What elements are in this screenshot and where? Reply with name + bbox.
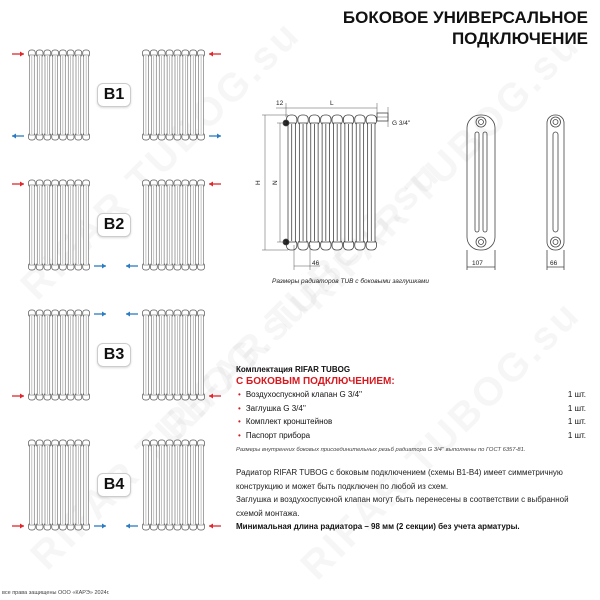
- radiator-right: [143, 440, 205, 530]
- page-title: [343, 7, 588, 49]
- title-line-2: ПОДКЛЮЧЕНИЕ: [451, 29, 588, 48]
- description-p2: Заглушка и воздухоспускной клапан могут быть перенесены в соответствии с выбранной схемой монтажа.: [236, 495, 569, 518]
- radiator-left: [29, 180, 90, 270]
- description-p3: Минимальная длина радиатора – 98 мм (2 секции) без учета арматуры.: [236, 522, 520, 531]
- radiator-left: [29, 310, 90, 400]
- side-view-107: [467, 115, 495, 270]
- kit-item: [236, 429, 586, 443]
- dim-thread: G 3/4'': [392, 120, 411, 127]
- bullet-icon: •: [238, 390, 241, 399]
- dim-N: N: [272, 180, 279, 185]
- kit-item-label: Комплект кронштейнов: [245, 417, 333, 426]
- kit-item-qty: 1 шт.: [567, 390, 586, 399]
- front-view: [283, 113, 388, 250]
- kit-item-qty: 1 шт.: [567, 403, 586, 413]
- description: [236, 466, 586, 534]
- kit-item-name: [238, 415, 332, 429]
- kit-item-qty: 1 шт.: [567, 430, 586, 440]
- kit-note: Размеры внутренних боковых присоединительных резьб радиатора G 3/4'' выполнены по ГОСТ 6357-81.: [236, 447, 526, 453]
- kit-item-qty: 1 шт.: [567, 417, 586, 426]
- bullet-icon: •: [238, 403, 241, 413]
- radiator-right: [143, 180, 205, 270]
- radiator-right: [143, 50, 205, 140]
- radiator-left: [29, 440, 90, 530]
- radiator-right: [143, 310, 205, 400]
- kit-subheading: С БОКОВЫМ ПОДКЛЮЧЕНИЕМ:: [236, 376, 395, 387]
- kit-item-name: [238, 429, 310, 443]
- description-p1: Радиатор RIFAR TUBOG с боковым подключением (схемы В1-В4) имеет симметричную конструкцию и может быть подключен по любой из схем.: [236, 468, 563, 491]
- kit-item-label: Воздухоспускной клапан G 3/4'': [245, 390, 363, 399]
- kit-item: [236, 402, 586, 416]
- dim-46: 46: [312, 260, 320, 267]
- kit-item-name: [238, 402, 306, 416]
- kit-contents: [236, 365, 586, 453]
- kit-item-name: [238, 388, 362, 402]
- title-line-1: БОКОВОЕ УНИВЕРСАЛЬНОЕ: [342, 8, 588, 27]
- kit-item-label: Заглушка G 3/4'': [245, 403, 306, 413]
- drawing-caption: Размеры радиаторов TUB с боковыми заглушками: [272, 278, 430, 285]
- scheme-label-B4: B4: [97, 473, 131, 497]
- kit-item-label: Паспорт прибора: [245, 430, 311, 440]
- side-view-66: [547, 115, 564, 270]
- bullet-icon: •: [238, 417, 241, 426]
- dim-66: 66: [550, 260, 558, 267]
- bullet-icon: •: [238, 430, 241, 440]
- dimension-drawing: [250, 95, 600, 295]
- scheme-label-B3: B3: [97, 343, 131, 367]
- kit-heading: Комплектация RIFAR TUBOG: [236, 365, 351, 374]
- dim-H: H: [255, 180, 262, 185]
- dim-107: 107: [472, 260, 483, 267]
- kit-list: [236, 388, 586, 442]
- radiator-left: [29, 50, 90, 140]
- kit-item: [236, 415, 586, 429]
- dim-12: 12: [276, 100, 284, 107]
- copyright: все права защищены ООО «КАРЭ» 2024г.: [2, 590, 110, 596]
- scheme-label-B1: B1: [97, 83, 131, 107]
- dim-L: L: [330, 100, 334, 107]
- kit-item: [236, 388, 586, 402]
- scheme-label-B2: B2: [97, 213, 131, 237]
